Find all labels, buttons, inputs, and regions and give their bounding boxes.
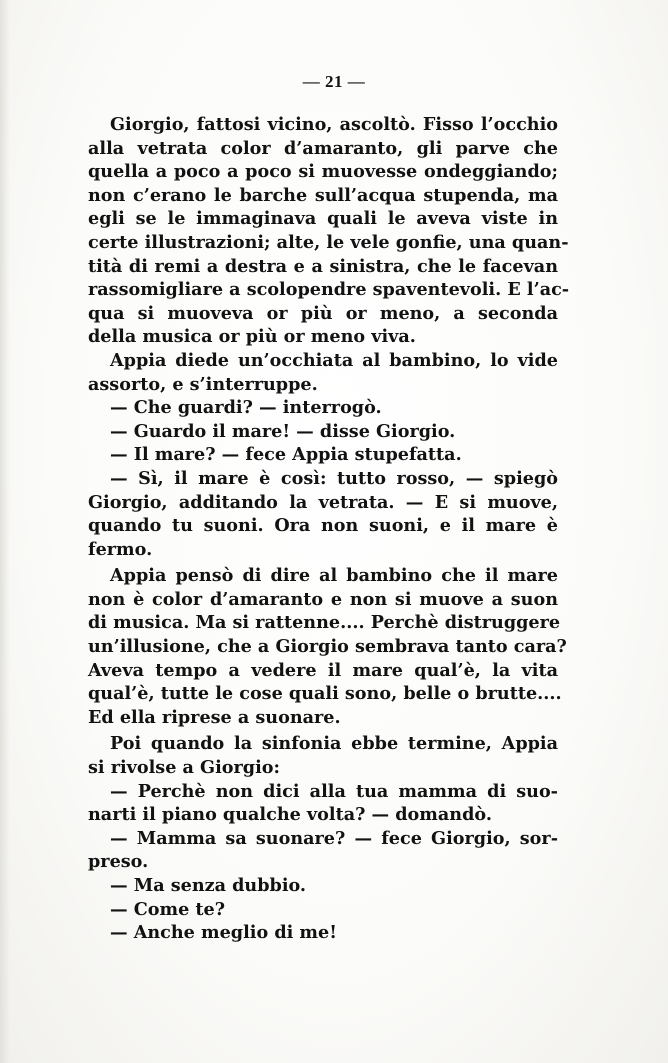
text-line: qual’è, tutte le cose quali sono, belle o brutte....: [88, 683, 562, 705]
text-line: assorto, e s’interruppe.: [88, 373, 318, 395]
dialogue-line: — Come te?: [110, 898, 226, 920]
text-line: un’illusione, che a Giorgio sembrava tanto cara?: [88, 636, 567, 658]
text-line: Appia diede un’occhiata al bambino, lo vide: [110, 349, 558, 371]
text-line: tità di remi a destra e a sinistra, che le facevan: [88, 255, 558, 277]
text-line: si rivolse a Giorgio:: [88, 757, 280, 779]
text-line: della musica or più or meno viva.: [88, 326, 416, 348]
text-line: quando tu suoni. Ora non suoni, e il mare è: [88, 515, 558, 537]
text-line: egli se le immaginava quali le aveva viste in: [88, 208, 558, 230]
dialogue-line: — Mamma sa suonare? — fece Giorgio, sor-: [110, 827, 558, 849]
text-line: Appia pensò di dire al bambino che il mare: [110, 565, 558, 587]
text-line: preso.: [88, 851, 149, 873]
dialogue-line: — Che guardi? — interrogò.: [110, 397, 382, 419]
body-text: [88, 113, 570, 945]
text-line: non c’erano le barche sull’acqua stupenda, ma: [88, 184, 558, 206]
text-line: rassomigliare a scolopendre spaventevoli. E l’ac-: [88, 279, 570, 301]
text-line: di musica. Ma si rattenne.... Perchè distruggere: [88, 612, 561, 634]
text-line: qua si muoveva or più or meno, a seconda: [88, 302, 558, 324]
text-line: Ed ella riprese a suonare.: [88, 706, 341, 728]
dialogue-line: — Anche meglio di me!: [110, 922, 337, 944]
dialogue-line: — Perchè non dici alla tua mamma di suo-: [110, 780, 558, 802]
page-edge-shadow: [0, 0, 10, 1063]
text-line: certe illustrazioni; alte, le vele gonfie, una quan-: [88, 231, 569, 253]
dialogue-line: — Ma senza dubbio.: [110, 875, 307, 896]
text-line: quella a poco a poco si muovesse ondeggiando;: [88, 161, 558, 183]
text-line: Giorgio, fattosi vicino, ascoltò. Fisso l’occhio: [110, 114, 558, 135]
dialogue-line: — Sì, il mare è così: tutto rosso, — spiegò: [110, 467, 558, 489]
text-line: Giorgio, additando la vetrata. — E si muove,: [88, 491, 558, 513]
text-line: alla vetrata color d’amaranto, gli parve che: [88, 137, 558, 159]
text-line: non è color d’amaranto e non si muove a suon: [88, 588, 558, 610]
text-line: fermo.: [88, 538, 153, 560]
text-line: Aveva tempo a vedere il mare qual’è, la vita: [88, 659, 558, 681]
page-number: — 21 —: [302, 72, 366, 91]
text-line: narti il piano qualche volta? — domandò.: [88, 804, 492, 826]
text-line: Poi quando la sinfonia ebbe termine, Appia: [110, 733, 558, 755]
dialogue-line: — Il mare? — fece Appia stupefatta.: [110, 444, 462, 466]
dialogue-line: — Guardo il mare! — disse Giorgio.: [110, 420, 456, 442]
